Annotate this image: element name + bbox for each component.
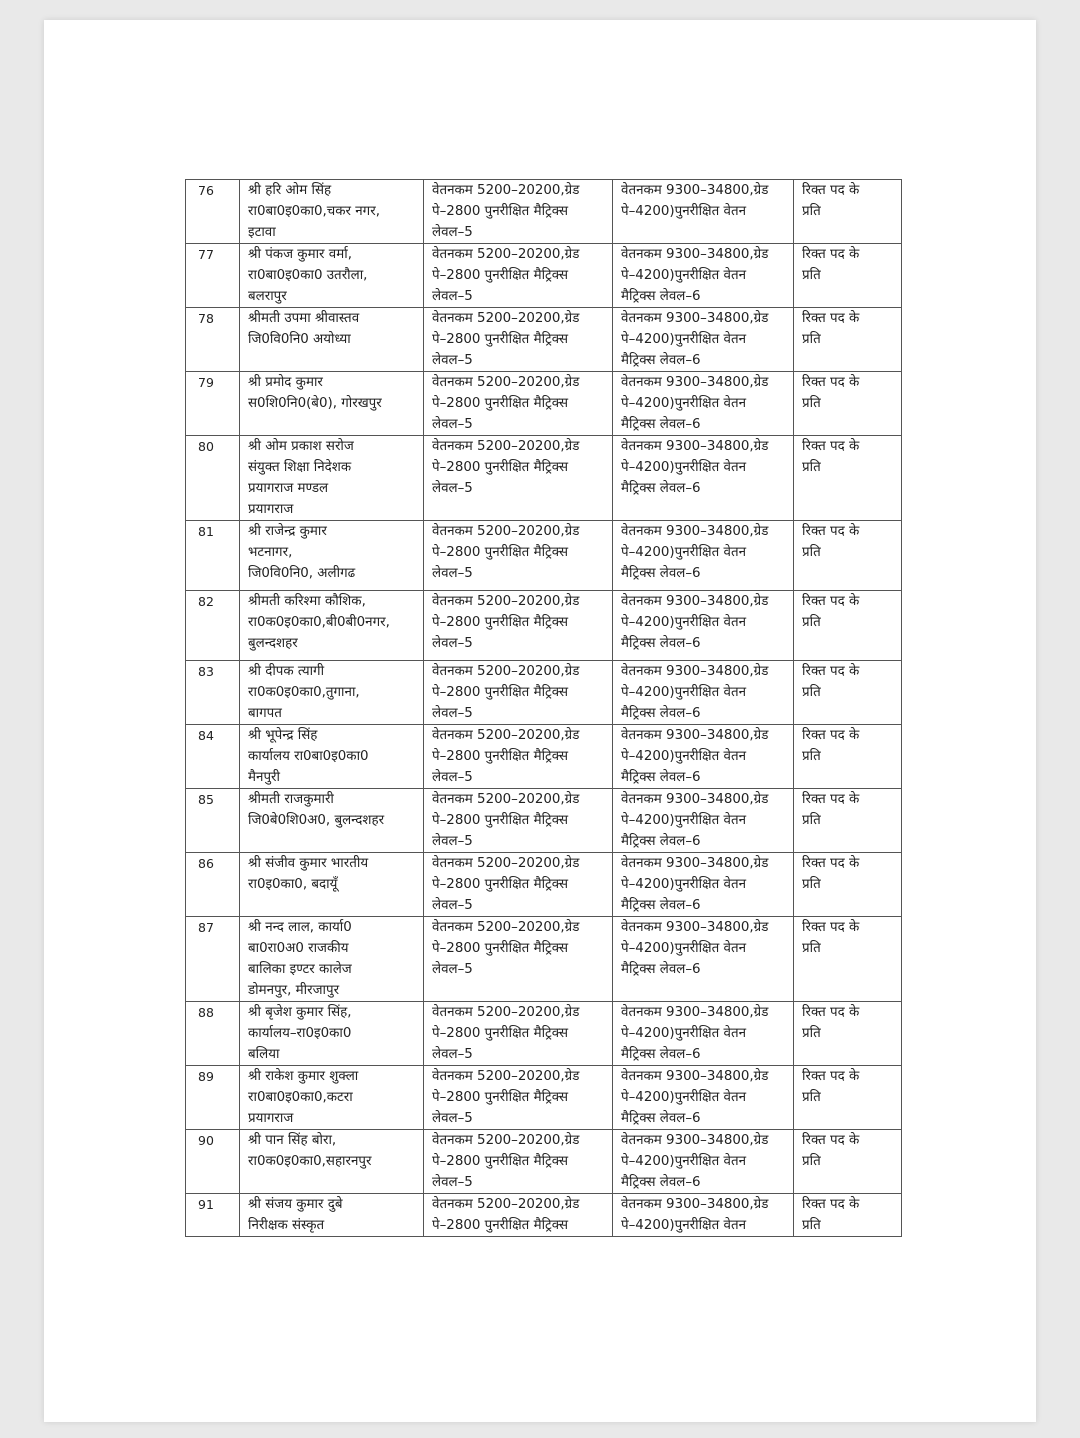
serial-number-cell: 81 (186, 521, 240, 591)
remark-cell (794, 789, 902, 853)
document-page (44, 20, 1036, 1422)
pay-scale-current-line: वेतनकम 5200–20200,ग्रेड (432, 856, 580, 871)
pay-scale-promoted-line: वेतनकम 9300–34800,ग्रेड (621, 247, 769, 262)
pay-scale-current-cell (424, 308, 613, 372)
remark-line: प्रति (802, 813, 821, 828)
officer-name-line: श्रीमती उपमा श्रीवास्तव (248, 311, 360, 326)
remark-cell (794, 244, 902, 308)
pay-scale-promoted-line: पे–4200)पुनरीक्षित वेतन (621, 460, 747, 475)
pay-scale-promoted-line: पे–4200)पुनरीक्षित वेतन (621, 749, 747, 764)
serial-number-cell: 80 (186, 436, 240, 521)
remark-line: रिक्त पद के (802, 664, 860, 679)
remark-line: प्रति (802, 460, 821, 475)
pay-scale-promoted-cell (613, 372, 794, 436)
officer-name-cell (240, 372, 424, 436)
officer-name-line: रा0क0इ0का0,बी0बी0नगर, (248, 615, 390, 630)
pay-scale-current-line: वेतनकम 5200–20200,ग्रेड (432, 594, 580, 609)
pay-scale-current-line: वेतनकम 5200–20200,ग्रेड (432, 1005, 580, 1020)
pay-scale-current-cell (424, 789, 613, 853)
remark-line: रिक्त पद के (802, 375, 860, 390)
pay-scale-current-line: पे–2800 पुनरीक्षित मैट्रिक्स (432, 332, 569, 347)
remark-line: प्रति (802, 1218, 821, 1233)
table-row (186, 244, 902, 308)
remark-cell (794, 1002, 902, 1066)
remark-cell (794, 661, 902, 725)
remark-line: रिक्त पद के (802, 728, 860, 743)
pay-scale-promoted-line: वेतनकम 9300–34800,ग्रेड (621, 1197, 769, 1212)
pay-scale-promoted-line: पे–4200)पुनरीक्षित वेतन (621, 1026, 747, 1041)
officer-name-line: बुलन्दशहर (248, 636, 298, 651)
table-row (186, 789, 902, 853)
pay-scale-promoted-line: मैट्रिक्स लेवल–6 (621, 1111, 701, 1126)
pay-scale-promoted-cell (613, 661, 794, 725)
serial-number-cell: 83 (186, 661, 240, 725)
pay-scale-current-line: लेवल–5 (432, 770, 473, 785)
officer-name-cell (240, 436, 424, 521)
officer-name-line: श्री बृजेश कुमार सिंह, (248, 1005, 352, 1020)
officer-name-line: बागपत (248, 706, 282, 721)
pay-scale-current-line: वेतनकम 5200–20200,ग्रेड (432, 183, 580, 198)
pay-scale-current-line: पे–2800 पुनरीक्षित मैट्रिक्स (432, 749, 569, 764)
pay-scale-promoted-cell (613, 853, 794, 917)
table-row (186, 436, 902, 521)
pay-scale-current-line: पे–2800 पुनरीक्षित मैट्रिक्स (432, 268, 569, 283)
officer-name-line: श्री नन्द लाल, कार्या0 (248, 920, 352, 935)
pay-scale-promoted-line: मैट्रिक्स लेवल–6 (621, 1175, 701, 1190)
pay-scale-promoted-line: मैट्रिक्स लेवल–6 (621, 962, 701, 977)
remark-line: रिक्त पद के (802, 594, 860, 609)
remark-cell (794, 372, 902, 436)
remark-cell (794, 917, 902, 1002)
remark-line: प्रति (802, 1026, 821, 1041)
pay-scale-promoted-line: पे–4200)पुनरीक्षित वेतन (621, 941, 747, 956)
serial-number-cell: 79 (186, 372, 240, 436)
pay-scale-current-line: पे–2800 पुनरीक्षित मैट्रिक्स (432, 460, 569, 475)
pay-scale-current-line: वेतनकम 5200–20200,ग्रेड (432, 728, 580, 743)
officer-name-line: श्री पंकज कुमार वर्मा, (248, 247, 352, 262)
officer-name-cell (240, 853, 424, 917)
pay-scale-current-cell (424, 180, 613, 244)
serial-number-cell: 76 (186, 180, 240, 244)
promotion-table (185, 179, 902, 1237)
pay-scale-promoted-cell (613, 436, 794, 521)
officer-name-cell (240, 308, 424, 372)
pay-scale-promoted-line: पे–4200)पुनरीक्षित वेतन (621, 396, 747, 411)
remark-line: प्रति (802, 545, 821, 560)
officer-name-line: रा0बा0इ0का0,चकर नगर, (248, 204, 380, 219)
remark-line: प्रति (802, 685, 821, 700)
officer-name-line: श्री पान सिंह बोरा, (248, 1133, 337, 1148)
pay-scale-promoted-line: वेतनकम 9300–34800,ग्रेड (621, 311, 769, 326)
table-row (186, 1066, 902, 1130)
table-row (186, 1194, 902, 1237)
pay-scale-current-line: लेवल–5 (432, 898, 473, 913)
pay-scale-promoted-line: वेतनकम 9300–34800,ग्रेड (621, 183, 769, 198)
table-body (186, 180, 902, 1237)
pay-scale-current-line: लेवल–5 (432, 706, 473, 721)
pay-scale-promoted-line: पे–4200)पुनरीक्षित वेतन (621, 268, 747, 283)
remark-line: प्रति (802, 1090, 821, 1105)
table-row (186, 308, 902, 372)
pay-scale-current-line: लेवल–5 (432, 353, 473, 368)
officer-name-line: बालिका इण्टर कालेज (248, 962, 352, 977)
pay-scale-promoted-cell (613, 308, 794, 372)
pay-scale-current-line: पे–2800 पुनरीक्षित मैट्रिक्स (432, 1026, 569, 1041)
pay-scale-promoted-line: मैट्रिक्स लेवल–6 (621, 417, 701, 432)
remark-cell (794, 1130, 902, 1194)
pay-scale-current-line: लेवल–5 (432, 289, 473, 304)
pay-scale-current-line: वेतनकम 5200–20200,ग्रेड (432, 247, 580, 262)
officer-name-cell (240, 244, 424, 308)
serial-number-cell: 88 (186, 1002, 240, 1066)
pay-scale-promoted-line: वेतनकम 9300–34800,ग्रेड (621, 856, 769, 871)
officer-name-line: रा0बा0इ0का0,कटरा (248, 1090, 353, 1105)
officer-name-line: जि0बे0शि0अ0, बुलन्दशहर (248, 813, 385, 828)
pay-scale-promoted-line: पे–4200)पुनरीक्षित वेतन (621, 685, 747, 700)
officer-name-line: प्रयागराज (248, 1111, 294, 1126)
pay-scale-current-line: लेवल–5 (432, 962, 473, 977)
pay-scale-promoted-line: वेतनकम 9300–34800,ग्रेड (621, 439, 769, 454)
remark-line: रिक्त पद के (802, 247, 860, 262)
pay-scale-promoted-cell (613, 1130, 794, 1194)
remark-line: प्रति (802, 749, 821, 764)
officer-name-line: श्री दीपक त्यागी (248, 664, 325, 679)
pay-scale-current-line: पे–2800 पुनरीक्षित मैट्रिक्स (432, 396, 569, 411)
officer-name-line: बा0रा0अ0 राजकीय (248, 941, 349, 956)
pay-scale-current-line: लेवल–5 (432, 417, 473, 432)
pay-scale-promoted-line: वेतनकम 9300–34800,ग्रेड (621, 1005, 769, 1020)
serial-number-cell: 82 (186, 591, 240, 661)
pay-scale-current-cell (424, 1194, 613, 1237)
remark-cell (794, 308, 902, 372)
pay-scale-current-line: वेतनकम 5200–20200,ग्रेड (432, 1069, 580, 1084)
pay-scale-promoted-line: मैट्रिक्स लेवल–6 (621, 706, 701, 721)
officer-name-line: जि0वि0नि0, अलीगढ (248, 566, 356, 581)
officer-name-line: निरीक्षक संस्कृत (248, 1218, 325, 1233)
remark-line: प्रति (802, 941, 821, 956)
pay-scale-promoted-cell (613, 1194, 794, 1237)
pay-scale-promoted-line: वेतनकम 9300–34800,ग्रेड (621, 664, 769, 679)
pay-scale-current-cell (424, 372, 613, 436)
pay-scale-current-line: लेवल–5 (432, 481, 473, 496)
table-row (186, 372, 902, 436)
officer-name-cell (240, 917, 424, 1002)
officer-name-cell (240, 661, 424, 725)
remark-line: रिक्त पद के (802, 183, 860, 198)
officer-name-line: श्री राकेश कुमार शुक्ला (248, 1069, 359, 1084)
remark-cell (794, 591, 902, 661)
pay-scale-current-line: पे–2800 पुनरीक्षित मैट्रिक्स (432, 813, 569, 828)
pay-scale-promoted-line: वेतनकम 9300–34800,ग्रेड (621, 375, 769, 390)
pay-scale-promoted-line: वेतनकम 9300–34800,ग्रेड (621, 728, 769, 743)
remark-cell (794, 725, 902, 789)
pay-scale-current-cell (424, 661, 613, 725)
pay-scale-promoted-line: मैट्रिक्स लेवल–6 (621, 834, 701, 849)
officer-name-line: मैनपुरी (248, 770, 280, 785)
table-row (186, 180, 902, 244)
officer-name-cell (240, 591, 424, 661)
officer-name-line: श्रीमती करिश्मा कौशिक, (248, 594, 366, 609)
pay-scale-promoted-line: मैट्रिक्स लेवल–6 (621, 1047, 701, 1062)
pay-scale-promoted-line: मैट्रिक्स लेवल–6 (621, 353, 701, 368)
remark-line: रिक्त पद के (802, 1069, 860, 1084)
officer-name-line: रा0बा0इ0का0 उतरौला, (248, 268, 368, 283)
table-row (186, 591, 902, 661)
serial-number-cell: 86 (186, 853, 240, 917)
pay-scale-current-line: पे–2800 पुनरीक्षित मैट्रिक्स (432, 615, 569, 630)
remark-cell (794, 521, 902, 591)
pay-scale-promoted-line: पे–4200)पुनरीक्षित वेतन (621, 877, 747, 892)
pay-scale-promoted-cell (613, 244, 794, 308)
remark-line: रिक्त पद के (802, 920, 860, 935)
pay-scale-promoted-cell (613, 1002, 794, 1066)
officer-name-cell (240, 725, 424, 789)
pay-scale-current-line: वेतनकम 5200–20200,ग्रेड (432, 375, 580, 390)
pay-scale-current-line: लेवल–5 (432, 225, 473, 240)
officer-name-line: बलिया (248, 1047, 280, 1062)
remark-line: रिक्त पद के (802, 856, 860, 871)
officer-name-line: रा0क0इ0का0,तुगाना, (248, 685, 360, 700)
serial-number-cell: 89 (186, 1066, 240, 1130)
pay-scale-current-line: लेवल–5 (432, 1047, 473, 1062)
pay-scale-current-line: वेतनकम 5200–20200,ग्रेड (432, 524, 580, 539)
officer-name-line: जि0वि0नि0 अयोध्या (248, 332, 351, 347)
officer-name-line: स0शि0नि0(बे0), गोरखपुर (248, 396, 382, 411)
remark-line: रिक्त पद के (802, 311, 860, 326)
serial-number-cell: 90 (186, 1130, 240, 1194)
officer-name-cell (240, 180, 424, 244)
serial-number-cell: 78 (186, 308, 240, 372)
remark-line: प्रति (802, 332, 821, 347)
table-row (186, 1130, 902, 1194)
serial-number-cell: 85 (186, 789, 240, 853)
officer-name-line: कार्यालय रा0बा0इ0का0 (248, 749, 369, 764)
pay-scale-promoted-line: मैट्रिक्स लेवल–6 (621, 566, 701, 581)
remark-cell (794, 1066, 902, 1130)
pay-scale-current-cell (424, 244, 613, 308)
officer-name-line: श्री हरि ओम सिंह (248, 183, 332, 198)
remark-line: प्रति (802, 396, 821, 411)
remark-cell (794, 1194, 902, 1237)
officer-name-line: डोमनपुर, मीरजापुर (248, 983, 340, 998)
pay-scale-current-cell (424, 521, 613, 591)
officer-name-line: प्रयागराज (248, 502, 294, 517)
pay-scale-current-line: पे–2800 पुनरीक्षित मैट्रिक्स (432, 204, 569, 219)
officer-name-cell (240, 1130, 424, 1194)
pay-scale-promoted-line: मैट्रिक्स लेवल–6 (621, 481, 701, 496)
pay-scale-current-cell (424, 725, 613, 789)
officer-name-line: संयुक्त शिक्षा निदेशक (248, 460, 352, 475)
officer-name-cell (240, 1002, 424, 1066)
pay-scale-promoted-line: पे–4200)पुनरीक्षित वेतन (621, 545, 747, 560)
officer-name-line: रा0इ0का0, बदायूँ (248, 877, 338, 892)
remark-line: रिक्त पद के (802, 1133, 860, 1148)
pay-scale-promoted-line: मैट्रिक्स लेवल–6 (621, 770, 701, 785)
table-row (186, 661, 902, 725)
officer-name-cell (240, 789, 424, 853)
remark-line: रिक्त पद के (802, 524, 860, 539)
pay-scale-promoted-line: पे–4200)पुनरीक्षित वेतन (621, 615, 747, 630)
pay-scale-promoted-cell (613, 180, 794, 244)
pay-scale-current-cell (424, 1130, 613, 1194)
pay-scale-current-line: पे–2800 पुनरीक्षित मैट्रिक्स (432, 1090, 569, 1105)
pay-scale-current-line: लेवल–5 (432, 834, 473, 849)
pay-scale-current-cell (424, 436, 613, 521)
officer-name-line: श्री संजीव कुमार भारतीय (248, 856, 369, 871)
officer-name-cell (240, 1066, 424, 1130)
officer-name-line: रा0क0इ0का0,सहारनपुर (248, 1154, 372, 1169)
remark-line: प्रति (802, 1154, 821, 1169)
pay-scale-promoted-line: मैट्रिक्स लेवल–6 (621, 898, 701, 913)
pay-scale-promoted-line: पे–4200)पुनरीक्षित वेतन (621, 1154, 747, 1169)
officer-name-line: श्री भूपेन्द्र सिंह (248, 728, 318, 743)
pay-scale-promoted-line: पे–4200)पुनरीक्षित वेतन (621, 204, 747, 219)
serial-number-cell: 87 (186, 917, 240, 1002)
pay-scale-current-line: लेवल–5 (432, 636, 473, 651)
pay-scale-promoted-cell (613, 521, 794, 591)
table-row (186, 917, 902, 1002)
remark-line: प्रति (802, 877, 821, 892)
pay-scale-promoted-line: पे–4200)पुनरीक्षित वेतन (621, 1090, 747, 1105)
pay-scale-promoted-line: वेतनकम 9300–34800,ग्रेड (621, 1069, 769, 1084)
officer-name-line: श्री प्रमोद कुमार (248, 375, 323, 390)
remark-cell (794, 180, 902, 244)
pay-scale-promoted-line: वेतनकम 9300–34800,ग्रेड (621, 594, 769, 609)
serial-number-cell: 91 (186, 1194, 240, 1237)
pay-scale-current-line: लेवल–5 (432, 1175, 473, 1190)
pay-scale-current-line: वेतनकम 5200–20200,ग्रेड (432, 920, 580, 935)
pay-scale-promoted-line: वेतनकम 9300–34800,ग्रेड (621, 524, 769, 539)
remark-line: रिक्त पद के (802, 1197, 860, 1212)
pay-scale-current-line: लेवल–5 (432, 1111, 473, 1126)
remark-line: प्रति (802, 268, 821, 283)
pay-scale-promoted-cell (613, 1066, 794, 1130)
officer-name-cell (240, 521, 424, 591)
officer-name-line: बलरापुर (248, 289, 287, 304)
officer-name-line: श्री संजय कुमार दुबे (248, 1197, 343, 1212)
officer-name-line: श्रीमती राजकुमारी (248, 792, 334, 807)
pay-scale-promoted-line: पे–4200)पुनरीक्षित वेतन (621, 1218, 747, 1233)
pay-scale-promoted-line: पे–4200)पुनरीक्षित वेतन (621, 332, 747, 347)
pay-scale-current-line: पे–2800 पुनरीक्षित मैट्रिक्स (432, 877, 569, 892)
officer-name-line: श्री ओम प्रकाश सरोज (248, 439, 354, 454)
remark-line: प्रति (802, 204, 821, 219)
table-row (186, 853, 902, 917)
officer-name-line: कार्यालय–रा0इ0का0 (248, 1026, 352, 1041)
pay-scale-current-line: वेतनकम 5200–20200,ग्रेड (432, 439, 580, 454)
pay-scale-promoted-line: मैट्रिक्स लेवल–6 (621, 636, 701, 651)
officer-name-line: इटावा (248, 225, 276, 240)
remark-line: रिक्त पद के (802, 439, 860, 454)
officer-name-line: श्री राजेन्द्र कुमार (248, 524, 327, 539)
pay-scale-current-line: लेवल–5 (432, 566, 473, 581)
remark-cell (794, 436, 902, 521)
pay-scale-promoted-line: मैट्रिक्स लेवल–6 (621, 289, 701, 304)
pay-scale-promoted-line: पे–4200)पुनरीक्षित वेतन (621, 813, 747, 828)
pay-scale-promoted-line: वेतनकम 9300–34800,ग्रेड (621, 1133, 769, 1148)
pay-scale-promoted-cell (613, 725, 794, 789)
pay-scale-current-cell (424, 1002, 613, 1066)
pay-scale-promoted-line: वेतनकम 9300–34800,ग्रेड (621, 920, 769, 935)
pay-scale-current-cell (424, 917, 613, 1002)
pay-scale-current-line: वेतनकम 5200–20200,ग्रेड (432, 792, 580, 807)
pay-scale-current-line: वेतनकम 5200–20200,ग्रेड (432, 664, 580, 679)
pay-scale-current-line: पे–2800 पुनरीक्षित मैट्रिक्स (432, 941, 569, 956)
remark-line: प्रति (802, 615, 821, 630)
table-row (186, 521, 902, 591)
remark-line: रिक्त पद के (802, 792, 860, 807)
serial-number-cell: 84 (186, 725, 240, 789)
pay-scale-promoted-line: वेतनकम 9300–34800,ग्रेड (621, 792, 769, 807)
table-row (186, 725, 902, 789)
pay-scale-current-line: वेतनकम 5200–20200,ग्रेड (432, 1197, 580, 1212)
officer-name-cell (240, 1194, 424, 1237)
officer-name-line: भटनागर, (248, 545, 293, 560)
pay-scale-current-line: वेतनकम 5200–20200,ग्रेड (432, 311, 580, 326)
pay-scale-current-cell (424, 853, 613, 917)
pay-scale-promoted-cell (613, 917, 794, 1002)
serial-number-cell: 77 (186, 244, 240, 308)
pay-scale-current-cell (424, 591, 613, 661)
remark-line: रिक्त पद के (802, 1005, 860, 1020)
pay-scale-promoted-cell (613, 591, 794, 661)
pay-scale-current-line: वेतनकम 5200–20200,ग्रेड (432, 1133, 580, 1148)
pay-scale-current-line: पे–2800 पुनरीक्षित मैट्रिक्स (432, 545, 569, 560)
pay-scale-current-cell (424, 1066, 613, 1130)
officer-name-line: प्रयागराज मण्डल (248, 481, 329, 496)
table-row (186, 1002, 902, 1066)
remark-cell (794, 853, 902, 917)
pay-scale-current-line: पे–2800 पुनरीक्षित मैट्रिक्स (432, 685, 569, 700)
pay-scale-current-line: पे–2800 पुनरीक्षित मैट्रिक्स (432, 1218, 569, 1233)
pay-scale-promoted-cell (613, 789, 794, 853)
pay-scale-current-line: पे–2800 पुनरीक्षित मैट्रिक्स (432, 1154, 569, 1169)
